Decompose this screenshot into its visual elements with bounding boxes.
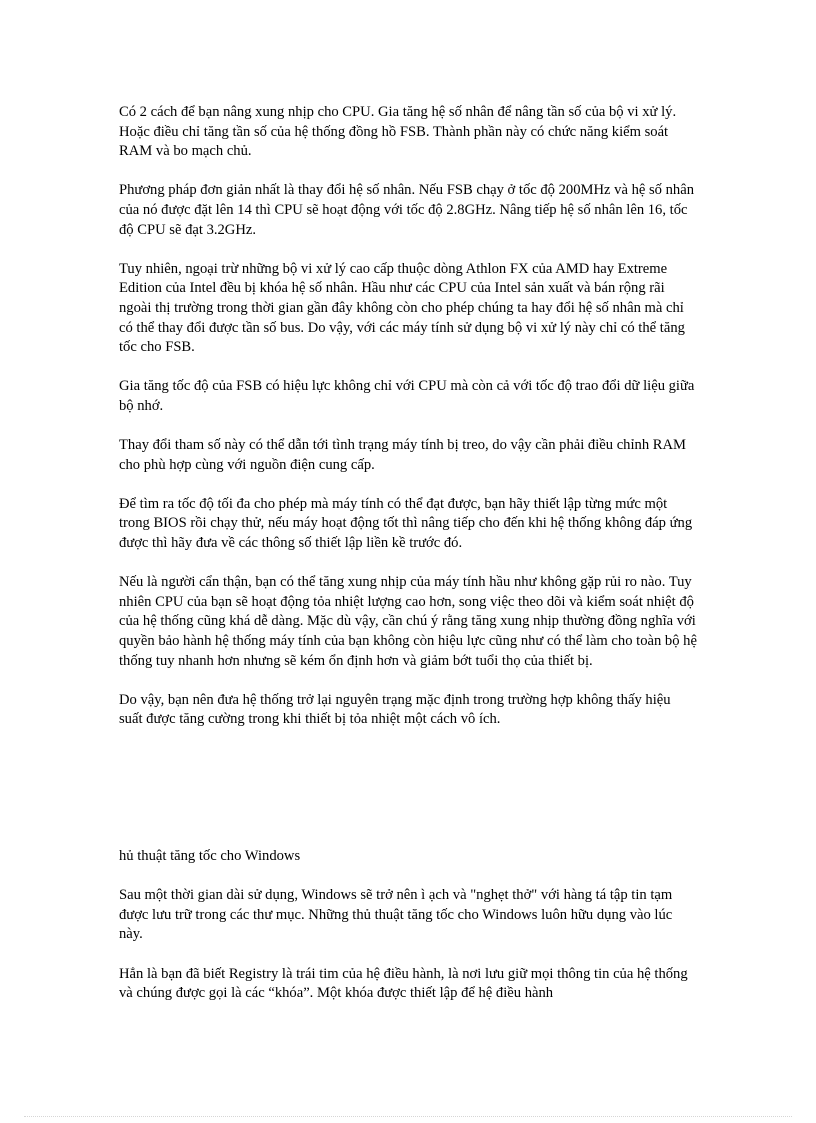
paragraph: Để tìm ra tốc độ tối đa cho phép mà máy tính có thể đạt được, bạn hãy thiết lập từng mức một trong BIOS rồi chạy thử, nếu máy hoạt động tốt thì nâng tiếp cho đến khi hệ thống không đáp ứng được thì hãy đưa về các thông số thiết lập liền kề trước đó.	[119, 495, 693, 552]
section-overclocking	[119, 103, 697, 730]
paragraph: Gia tăng tốc độ của FSB có hiệu lực không chỉ với CPU mà còn cả với tốc độ trao đổi dữ liệu giữa bộ nhớ.	[119, 378, 695, 414]
paragraph: Phương pháp đơn giản nhất là thay đổi hệ số nhân. Nếu FSB chạy ở tốc độ 200MHz và hệ số nhân của nó được đặt lên 14 thì CPU sẽ hoạt động với tốc độ 2.8GHz. Nâng tiếp hệ số nhân lên 16, tốc độ CPU sẽ đạt 3.2GHz.	[119, 182, 694, 238]
section-windows-tips	[119, 847, 697, 1004]
paragraph: Do vậy, bạn nên đưa hệ thống trở lại nguyên trạng mặc định trong trường hợp không thấy hiệu suất được tăng cường trong khi thiết bị tỏa nhiệt một cách vô ích.	[119, 691, 671, 728]
paragraph: Nếu là người cẩn thận, bạn có thể tăng xung nhịp của máy tính hầu như không gặp rủi ro nào. Tuy nhiên CPU của bạn sẽ hoạt động tỏa nhiệt lượng cao hơn, song việc theo dõi và kiểm soát nhiệt độ của hệ thống cũng khá dễ dàng. Mặc dù vậy, cần chú ý rằng tăng xung nhịp thường đồng nghĩa với quyền bảo hành hệ thống máy tính của bạn không còn hiệu lực cũng như có thể làm cho toàn bộ hệ thống tuy nhanh hơn nhưng sẽ kém ổn định hơn và giảm bớt tuổi thọ của thiết bị.	[119, 574, 697, 669]
paragraph: Thay đổi tham số này có thể dẫn tới tình trạng máy tính bị treo, do vậy cần phải điều chỉnh RAM cho phù hợp cùng với nguồn điện cung cấp.	[119, 437, 687, 473]
paragraph: Tuy nhiên, ngoại trừ những bộ vi xử lý cao cấp thuộc dòng Athlon FX của AMD hay Extreme Edition của Intel đều bị khóa hệ số nhân. Hầu như các CPU của Intel sản xuất và bán rộng rãi ngoài thị trường trong thời gian gần đây không còn cho phép chúng ta hay đổi hệ số nhân mà chỉ có thể thay đổi được tần số bus. Do vậy, với các máy tính sử dụng bộ vi xử lý này chỉ có thể tăng tốc cho FSB.	[119, 260, 685, 356]
paragraph: Sau một thời gian dài sử dụng, Windows sẽ trở nên ì ạch và "nghẹt thở" với hàng tá tập tin tạm được lưu trữ trong các thư mục. Những thủ thuật tăng tốc cho Windows luôn hữu dụng vào lúc này.	[119, 887, 673, 943]
paragraph: Hẳn là bạn đã biết Registry là trái tim của hệ điều hành, là nơi lưu giữ mọi thông tin của hệ thống và chúng được gọi là các “khóa”. Một khóa được thiết lập để hệ điều hành	[119, 965, 688, 1002]
paragraph: Có 2 cách để bạn nâng xung nhịp cho CPU. Gia tăng hệ số nhân để nâng tần số của bộ vi xử lý. Hoặc điều chỉ tăng tần số của hệ thống đồng hồ FSB. Thành phần này có chức năng kiểm soát RAM và bo mạch chủ.	[119, 104, 677, 160]
page-bottom-border	[24, 1116, 792, 1117]
section-heading: hủ thuật tăng tốc cho Windows	[119, 848, 301, 864]
